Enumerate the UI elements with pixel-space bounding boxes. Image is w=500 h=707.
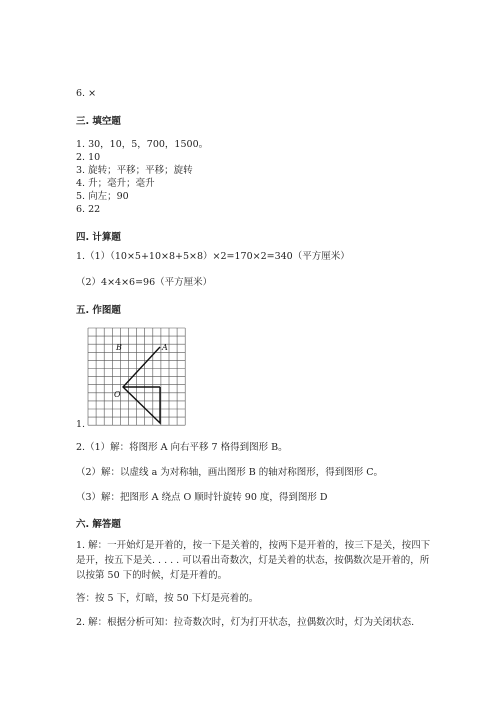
drawing-grid bbox=[87, 327, 187, 431]
section-5-heading: 五. 作图题 bbox=[76, 305, 121, 316]
drawing-answer-2-3: （3）解：把图形 A 绕点 O 顺时针旋转 90 度，得到图形 D bbox=[76, 492, 328, 503]
fill-answer-3: 3. 旋转；平移；平移；旋转 bbox=[76, 165, 193, 176]
drawing-answer-2-2: （2）解：以虚线 a 为对称轴，画出图形 B 的轴对称图形，得到图形 C。 bbox=[76, 467, 384, 478]
solution-2: 2. 解：根据分析可知：拉奇数次时，灯为打开状态，拉偶数次时，灯为关闭状态. bbox=[76, 617, 415, 628]
calc-answer-1: 1.（1）（10×5+10×8+5×8）×2=170×2=340（平方厘米） bbox=[76, 251, 350, 262]
section-3-heading: 三. 填空题 bbox=[76, 116, 121, 127]
fill-answer-1: 1. 30，10，5，700，1500。 bbox=[76, 139, 209, 150]
label-o: O bbox=[114, 390, 121, 399]
label-b: B bbox=[116, 343, 122, 352]
grid-lines bbox=[88, 328, 185, 425]
solution-1-answer: 答：按 5 下，灯暗，按 50 下灯是亮着的。 bbox=[76, 593, 259, 604]
label-a: A bbox=[162, 343, 168, 352]
drawing-item-1-number: 1. bbox=[76, 419, 86, 430]
fill-answer-2: 2. 10 bbox=[76, 152, 101, 163]
solution-1: 1. 解：一开始灯是开着的，按一下是关着的，按两下是开着的，按三下是关，按四下是开，按五下是关. . . . . 可以看出奇数次，灯是关着的状态，按偶数次是开着的，所以按第 50 下的时候，灯是开着的。 bbox=[76, 540, 431, 581]
section-6-heading: 六. 解答题 bbox=[76, 519, 121, 530]
fill-answer-4: 4. 升；毫升；毫升 bbox=[76, 178, 155, 189]
fill-answer-5: 5. 向左；90 bbox=[76, 191, 129, 202]
q6-answer: 6. × bbox=[76, 88, 97, 99]
calc-answer-2: （2）4×4×6=96（平方厘米） bbox=[76, 277, 213, 288]
fill-answer-6: 6. 22 bbox=[76, 204, 101, 215]
drawing-answer-2-1: 2.（1）解：将图形 A 向右平移 7 格得到图形 B。 bbox=[76, 442, 288, 453]
section-4-heading: 四. 计算题 bbox=[76, 232, 121, 243]
